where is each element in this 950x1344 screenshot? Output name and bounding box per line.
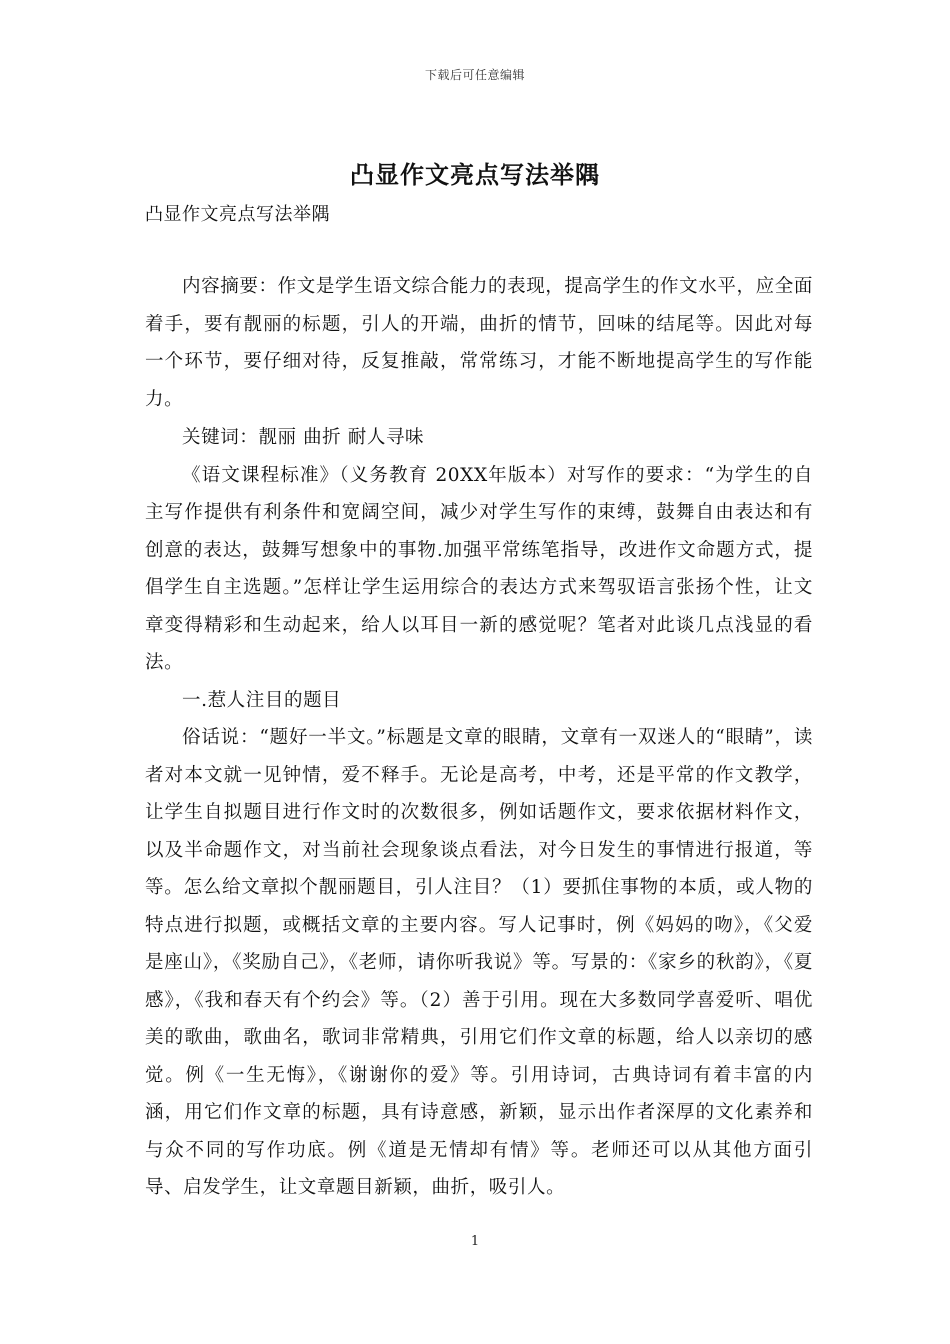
document-subtitle: 凸显作文亮点写法举隅 [145,204,330,225]
abstract-block [145,268,813,418]
section-heading-1: 一.惹人注目的题目 [182,689,342,711]
main-body [145,419,813,1207]
document-title: 凸显作文亮点写法举隅 [350,160,600,189]
intro-paragraph: 《语文课程标准》（义务教育 20XX年版本）对写作的要求：“为学生的自主写作提供有利条件和宽阔空间，减少对学生写作的束缚，鼓舞自由表达和有创意的表达，鼓舞写想象中的事物.加强平常练笔指导，改进作文命题方式，提倡学生自主选题。”怎样让学生运用综合的表达方式来驾驭语言张扬个性，让文章变得精彩和生动起来，给人以耳目一新的感觉呢？笔者对此谈几点浅显的看法。 [145,464,813,673]
section-body-1: 俗话说：“题好一半文。”标题是文章的眼睛，文章有一双迷人的“眼睛”，读者对本文就一见钟情，爱不释手。无论是高考，中考，还是平常的作文教学，让学生自拟题目进行作文时的次数很多，例如话题作文，要求依据材料作文，以及半命题作文，对当前社会现象谈点看法，对今日发生的事情进行报道，等等。怎么给文章拟个靓丽题目，引人注目？（1）要抓住事物的本质，或人物的特点进行拟题，或概括文章的主要内容。写人记事时，例《妈妈的吻》，《父爱是座山》，《奖励自己》，《老师，请你听我说》等。写景的：《家乡的秋韵》，《夏感》，《我和春天有个约会》等。（2）善于引用。现在大多数同学喜爱听、唱优美的歌曲，歌曲名，歌词非常精典，引用它们作文章的标题，给人以亲切的感觉。例《一生无悔》，《谢谢你的爱》等。引用诗词，古典诗词有着丰富的内涵，用它们作文章的标题，具有诗意感，新颖，显示出作者深厚的文化素养和与众不同的写作功底。例《道是无情却有情》等。老师还可以从其他方面引导、启发学生，让文章题目新颖，曲折，吸引人。 [145,727,813,1198]
keywords-paragraph: 关键词：靓丽 曲折 耐人寻味 [182,427,425,448]
page-number: 1 [470,1234,480,1249]
page-header-note: 下载后可任意编辑 [424,68,525,82]
abstract-paragraph: 内容摘要：作文是学生语文综合能力的表现，提高学生的作文水平，应全面着手，要有靓丽的标题，引人的开端，曲折的情节，回味的结尾等。因此对每一个环节，要仔细对待，反复推敲，常常练习，才能不断地提高学生的写作能力。 [145,276,813,410]
